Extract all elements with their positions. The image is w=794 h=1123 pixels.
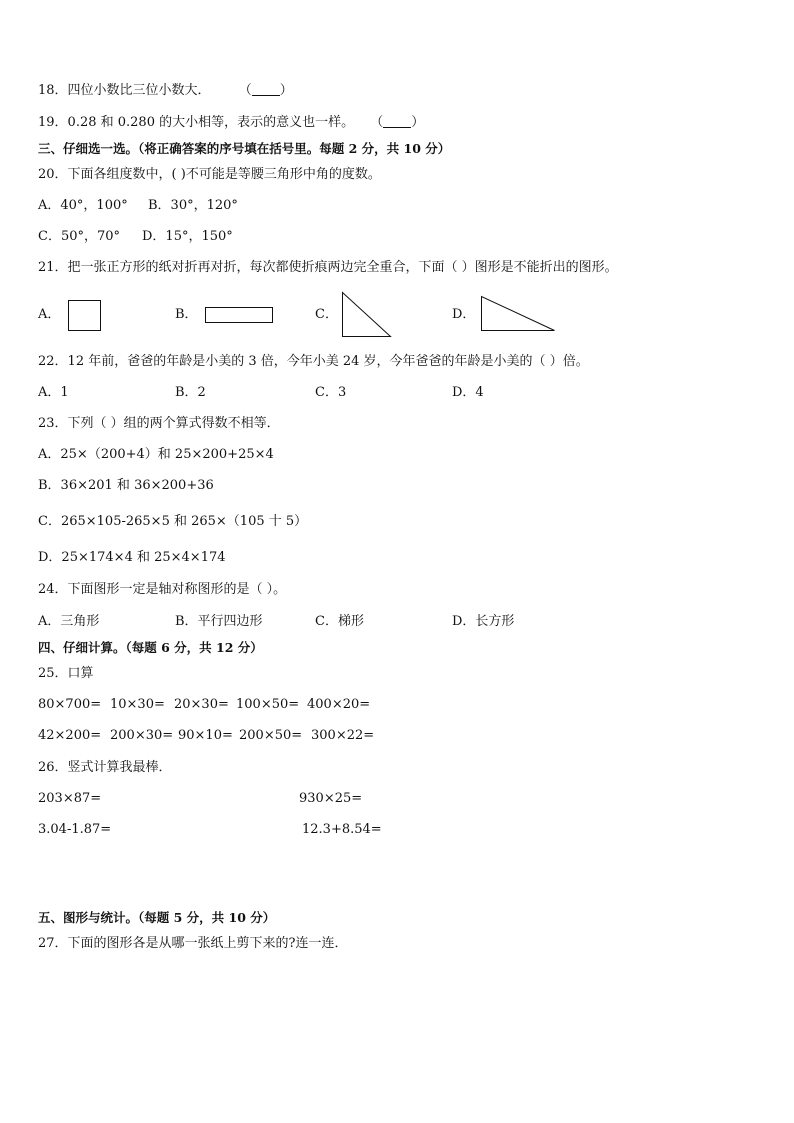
vertical-calc-item: 3.04-1.87=: [38, 822, 112, 837]
calc-item: 80×700=: [38, 697, 102, 712]
calc-item: 200×50=: [239, 728, 303, 743]
bracket-close: ）: [411, 115, 425, 130]
calc-item: 10×30=: [110, 697, 165, 712]
question-23-stem: 23．下列（ ）组的两个算式得数不相等．: [38, 416, 280, 431]
vertical-calc-item: 203×87=: [38, 791, 102, 806]
answer-blank-19[interactable]: [383, 115, 411, 128]
question-20-stem: 20．下面各组度数中，( )不可能是等腰三角形中角的度数。: [38, 167, 381, 182]
calc-item: 42×200=: [38, 728, 102, 743]
q23-option-a: A．25×（200+4）和 25×200+25×4: [38, 447, 274, 462]
q20-option-b: B．30°，120°: [148, 198, 238, 213]
calc-item: 100×50=: [236, 697, 300, 712]
q23-option-d: D．25×174×4 和 25×4×174: [38, 550, 226, 565]
calc-item: 20×30=: [174, 697, 229, 712]
bracket-open: （: [370, 115, 384, 130]
calc-item: 200×30=: [110, 728, 174, 743]
q21-label-d: D．: [452, 307, 476, 322]
section-4-heading: 四、仔细计算。（每题 6 分，共 12 分）: [38, 640, 263, 655]
bracket-open: （: [238, 83, 252, 98]
section-5-heading: 五、图形与统计。（每题 5 分，共 10 分）: [38, 910, 276, 925]
q21-label-a: A．: [38, 307, 61, 322]
q20-option-c: C．50°，70°: [38, 229, 121, 244]
rectangle-shape: [205, 307, 274, 324]
q21-label-b: B．: [175, 307, 198, 322]
calc-item: 300×22=: [311, 728, 375, 743]
q21-label-c: C．: [315, 307, 338, 322]
square-shape: [68, 300, 102, 332]
bracket-close: ）: [279, 83, 293, 98]
question-26-stem: 26．竖式计算我最棒．: [38, 760, 172, 775]
wide-right-triangle-shape: [481, 296, 556, 332]
calc-item: 90×10=: [178, 728, 233, 743]
question-19-text: 19．0.28 和 0.280 的大小相等，表示的意义也一样。: [38, 115, 355, 130]
question-25-stem: 25．口算: [38, 666, 94, 681]
q24-option-b: B．平行四边形: [175, 614, 263, 629]
q22-option-d: D．4: [452, 385, 484, 400]
vertical-calc-item: 930×25=: [299, 791, 363, 806]
q20-option-d: D．15°，150°: [142, 229, 233, 244]
q22-option-a: A．1: [38, 385, 69, 400]
question-19: [38, 114, 424, 132]
q24-option-d: D．长方形: [452, 614, 515, 629]
q24-option-a: A．三角形: [38, 614, 100, 629]
q20-option-a: A．40°，100°: [38, 198, 128, 213]
question-18: [38, 82, 293, 100]
question-27-stem: 27．下面的图形各是从哪一张纸上剪下来的?连一连．: [38, 936, 348, 951]
question-21-stem: 21．把一张正方形的纸对折再对折，每次都使折痕两边完全重合，下面（ ）图形是不能折出的图形。: [38, 260, 618, 275]
question-22-stem: 22．12 年前，爸爸的年龄是小美的 3 倍，今年小美 24 岁，今年爸爸的年龄是小美的（ ）倍。: [38, 354, 589, 369]
section-3-heading: 三、仔细选一选。（将正确答案的序号填在括号里。每题 2 分，共 10 分）: [38, 141, 451, 156]
q23-option-c: C．265×105-265×5 和 265×（105 十 5）: [38, 514, 308, 529]
q23-option-b: B．36×201 和 36×200+36: [38, 478, 214, 493]
q22-option-c: C．3: [315, 385, 347, 400]
q22-option-b: B．2: [175, 385, 206, 400]
answer-blank-18[interactable]: [252, 83, 280, 96]
calc-item: 400×20=: [307, 697, 371, 712]
right-triangle-shape: [342, 292, 392, 338]
vertical-calc-item: 12.3+8.54=: [302, 822, 382, 837]
question-24-stem: 24．下面图形一定是轴对称图形的是（ ）。: [38, 582, 287, 597]
question-18-text: 18．四位小数比三位小数大．: [38, 83, 211, 98]
q24-option-c: C．梯形: [315, 614, 364, 629]
